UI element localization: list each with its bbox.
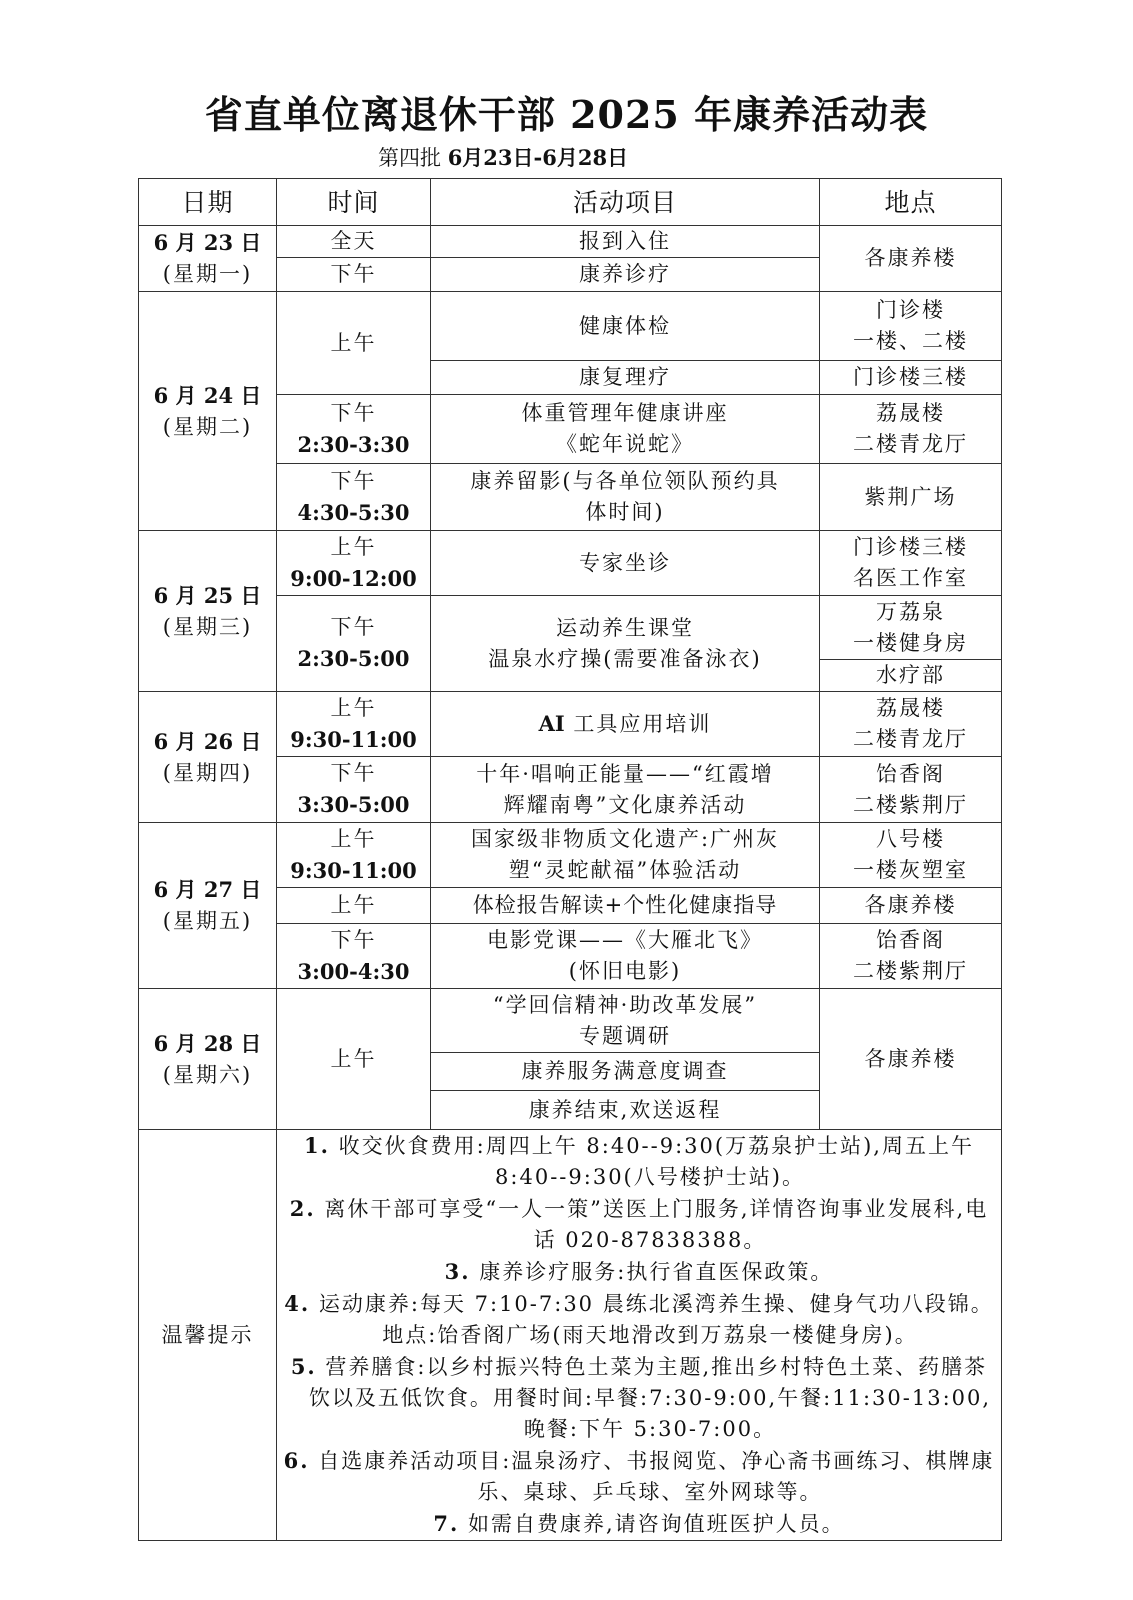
note-number: 5. <box>290 1354 317 1379</box>
activity-cell <box>431 757 820 823</box>
activity-line: 电影党课——《大雁北飞》 <box>487 928 763 952</box>
time-cell: 上午 <box>277 989 431 1130</box>
time-cell <box>277 464 431 531</box>
time-range: 3:00-4:30 <box>297 958 410 984</box>
note-text: 营养膳食:以乡村振兴特色土菜为主题,推出乡村特色土菜、药膳茶饮以及五低饮食。用餐时间:早餐:7:30-9:00,午餐:11:30-13:00,晚餐:下午 5:30-7:00。 <box>308 1355 992 1441</box>
location-line: 二楼青龙厅 <box>853 432 968 456</box>
activity-line: 体重管理年健康讲座 <box>521 401 729 425</box>
table-header-row <box>139 179 1002 226</box>
location-cell <box>820 692 1002 757</box>
location-cell: 门诊楼三楼 <box>820 361 1002 395</box>
weekday-text: (星期六) <box>162 1062 253 1087</box>
activity-cell: 康养诊疗 <box>431 258 820 292</box>
activity-line: 《蛇年说蛇》 <box>556 432 694 456</box>
header-location: 地点 <box>820 179 1002 226</box>
activity-line: 塑“灵蛇献福”体验活动 <box>508 858 742 882</box>
location-cell <box>820 757 1002 823</box>
time-range: 9:30-11:00 <box>290 857 417 883</box>
activity-cell <box>431 692 820 757</box>
location-cell <box>820 395 1002 464</box>
note-text: 运动康养:每天 7:10-7:30 晨练北溪湾养生操、健身气功八段锦。地点:饴香阁广场(雨天地滑改到万荔泉一楼健身房)。 <box>310 1292 994 1347</box>
time-cell <box>277 692 431 757</box>
location-cell <box>820 292 1002 361</box>
activity-line: 体时间) <box>585 500 665 524</box>
note-text: 离休干部可享受“一人一策”送医上门服务,详情咨询事业发展科,电话 020-87838388。 <box>315 1197 989 1252</box>
activity-line: (怀旧电影) <box>568 959 682 983</box>
activity-cell <box>431 989 820 1053</box>
time-cell <box>277 823 431 888</box>
time-label: 下午 <box>330 761 377 785</box>
time-range: 9:00-12:00 <box>290 565 417 591</box>
ai-label: AI <box>538 711 565 736</box>
location-cell: 各康养楼 <box>820 226 1002 292</box>
location-cell <box>820 823 1002 888</box>
date-cell-0626 <box>139 692 277 823</box>
note-number: 6. <box>283 1448 310 1473</box>
location-line: 二楼紫荆厅 <box>853 959 968 983</box>
date-text: 6 月 27 日 <box>153 877 262 902</box>
note-item <box>281 1256 997 1288</box>
date-text: 6 月 26 日 <box>153 728 262 754</box>
date-text: 6 月 25 日 <box>153 582 262 608</box>
note-item <box>281 1445 997 1508</box>
activity-line: 康养留影(与各单位领队预约具 <box>470 469 780 493</box>
activity-line: 温泉水疗操(需要准备泳衣) <box>488 646 762 671</box>
table-row <box>139 989 1002 1053</box>
activity-cell: 康养结束,欢送返程 <box>431 1091 820 1130</box>
time-cell: 上午 <box>277 888 431 924</box>
table-row <box>139 692 1002 757</box>
date-text: 6 月 28 日 <box>153 1030 262 1056</box>
page-title: 省直单位离退休干部 2025 年康养活动表 <box>204 92 929 137</box>
time-label: 上午 <box>330 534 377 559</box>
time-range: 3:30-5:00 <box>297 792 410 817</box>
activity-line: “学回信精神·助改革发展” <box>492 992 758 1017</box>
weekday-text: (星期三) <box>162 614 253 639</box>
time-label: 上午 <box>330 695 377 720</box>
location-line: 门诊楼 <box>876 298 945 322</box>
notes-row <box>139 1130 1002 1541</box>
activity-cell <box>431 924 820 989</box>
time-range: 4:30-5:30 <box>297 499 410 525</box>
time-cell: 下午 <box>277 258 431 292</box>
activity-cell <box>431 823 820 888</box>
note-item <box>281 1508 997 1540</box>
weekday-text: (星期一) <box>162 262 253 286</box>
location-line: 一楼健身房 <box>853 630 968 655</box>
note-text: 康养诊疗服务:执行省直医保政策。 <box>470 1260 834 1284</box>
location-line: 二楼紫荆厅 <box>853 792 968 817</box>
note-text: 收交伙食费用:周四上午 8:40--9:30(万荔泉护士站),周五上午 8:40--9:30(八号楼护士站)。 <box>329 1134 974 1189</box>
header-activity: 活动项目 <box>431 179 820 226</box>
date-cell-0625 <box>139 531 277 692</box>
location-line: 万荔泉 <box>876 599 945 624</box>
table-row <box>139 531 1002 596</box>
activity-line: 十年·唱响正能量——“红霞增 <box>476 761 774 786</box>
note-text: 如需自费康养,请咨询值班医护人员。 <box>459 1512 845 1536</box>
activity-cell: 专家坐诊 <box>431 531 820 596</box>
location-line: 荔晟楼 <box>876 401 945 425</box>
activity-cell: 康复理疗 <box>431 361 820 395</box>
location-line: 门诊楼三楼 <box>853 535 968 559</box>
notes-content <box>277 1130 1002 1541</box>
time-cell <box>277 757 431 823</box>
activity-line: 专题调研 <box>579 1023 671 1048</box>
time-range: 2:30-5:00 <box>297 646 410 671</box>
date-text: 6 月 24 日 <box>153 382 262 408</box>
location-cell <box>820 596 1002 660</box>
location-line: 荔晟楼 <box>876 696 945 720</box>
date-range: 6月23日-6月28日 <box>447 145 629 170</box>
note-item <box>281 1288 997 1351</box>
location-cell: 水疗部 <box>820 660 1002 692</box>
date-cell-0627 <box>139 823 277 989</box>
time-cell: 全天 <box>277 226 431 258</box>
note-number: 1. <box>304 1133 330 1158</box>
location-line: 八号楼 <box>876 827 945 851</box>
note-item <box>281 1130 997 1193</box>
activity-line: 工具应用培训 <box>564 712 712 736</box>
activity-cell <box>431 464 820 531</box>
date-cell-0623 <box>139 226 277 292</box>
note-number: 2. <box>289 1196 316 1221</box>
table-row <box>139 292 1002 361</box>
location-line: 一楼、二楼 <box>853 329 968 353</box>
location-cell <box>820 924 1002 989</box>
time-label: 上午 <box>330 826 377 851</box>
note-number: 7. <box>433 1511 460 1536</box>
activity-line: 国家级非物质文化遗产:广州灰 <box>470 827 780 851</box>
time-cell: 上午 <box>277 292 431 395</box>
activity-line: 辉耀南粤”文化康养活动 <box>503 792 747 817</box>
activity-cell: 康养服务满意度调查 <box>431 1053 820 1091</box>
location-line: 二楼青龙厅 <box>853 727 968 751</box>
location-cell <box>820 531 1002 596</box>
time-label: 下午 <box>330 400 377 425</box>
note-item <box>281 1193 997 1256</box>
time-range: 2:30-3:30 <box>297 431 410 457</box>
date-cell-0624 <box>139 292 277 531</box>
table-row <box>139 823 1002 888</box>
header-time: 时间 <box>277 179 431 226</box>
time-cell <box>277 395 431 464</box>
note-number: 4. <box>284 1291 311 1316</box>
location-cell: 各康养楼 <box>820 989 1002 1130</box>
activity-cell: 健康体检 <box>431 292 820 361</box>
location-cell: 紫荆广场 <box>820 464 1002 531</box>
time-cell <box>277 924 431 989</box>
location-line: 名医工作室 <box>853 566 968 590</box>
notes-label: 温馨提示 <box>139 1130 277 1541</box>
time-range: 9:30-11:00 <box>290 726 417 752</box>
schedule-table <box>138 178 1002 1541</box>
batch-label: 第四批 <box>378 146 441 170</box>
time-label: 下午 <box>330 615 377 639</box>
note-number: 3. <box>444 1259 471 1284</box>
table-row <box>139 226 1002 258</box>
activity-cell: 体检报告解读+个性化健康指导 <box>431 888 820 924</box>
weekday-text: (星期二) <box>162 414 253 439</box>
location-line: 饴香阁 <box>876 761 945 786</box>
time-cell <box>277 596 431 692</box>
date-text: 6 月 23 日 <box>153 230 262 255</box>
time-label: 下午 <box>330 468 377 493</box>
note-text: 自选康养活动项目:温泉汤疗、书报阅览、净心斋书画练习、棋牌康乐、桌球、乒乓球、室外网球等。 <box>309 1449 995 1504</box>
activity-cell: 报到入住 <box>431 226 820 258</box>
note-item <box>281 1351 997 1445</box>
date-cell-0628 <box>139 989 277 1130</box>
header-date: 日期 <box>139 179 277 226</box>
time-label: 下午 <box>330 927 377 952</box>
activity-cell <box>431 395 820 464</box>
activity-cell <box>431 596 820 692</box>
weekday-text: (星期四) <box>162 760 253 785</box>
location-line: 饴香阁 <box>876 928 945 952</box>
time-cell <box>277 531 431 596</box>
location-cell: 各康养楼 <box>820 888 1002 924</box>
weekday-text: (星期五) <box>162 909 253 933</box>
activity-line: 运动养生课堂 <box>556 615 694 640</box>
location-line: 一楼灰塑室 <box>853 858 968 882</box>
batch-subtitle <box>378 142 628 172</box>
